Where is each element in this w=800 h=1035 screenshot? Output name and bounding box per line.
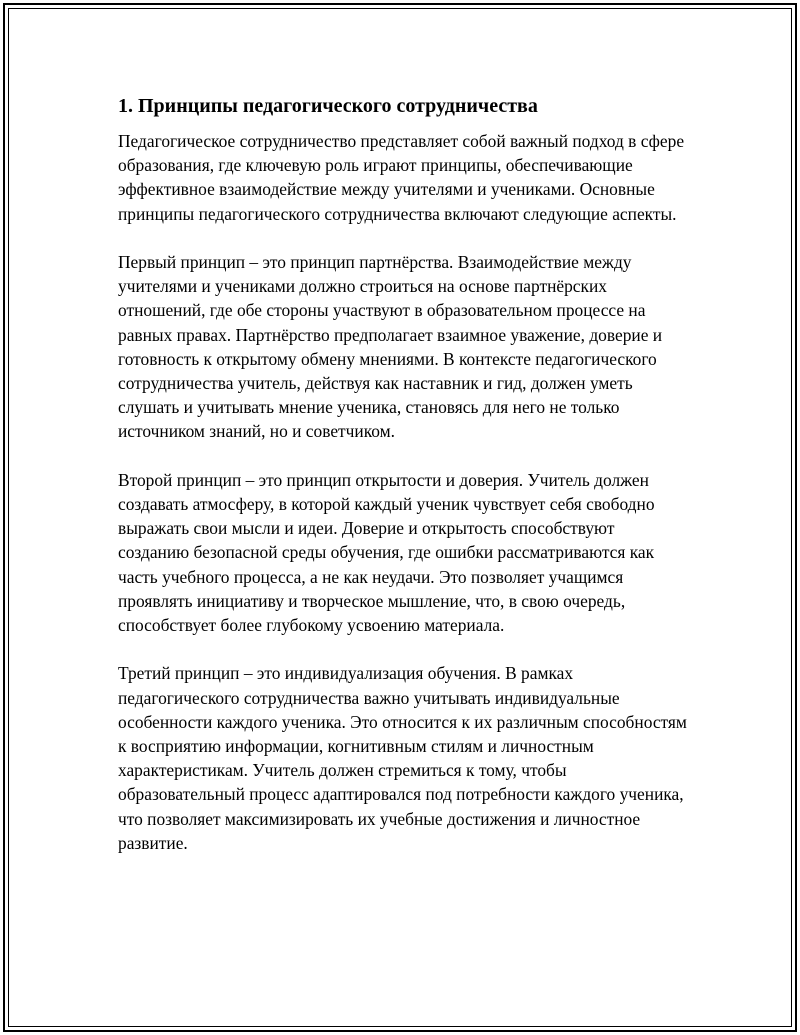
paragraph-intro: Педагогическое сотрудничество представляет собой важный подход в сфере образования, где ключевую роль играют принципы, обеспечивающие эффективное взаимодействие между учителями и учениками. Основные принципы педагогического сотрудничества включают следующие аспекты. (118, 131, 685, 224)
section-heading: 1. Принципы педагогического сотрудничества (118, 95, 538, 117)
paragraph-openness-trust: Второй принцип – это принцип открытости и доверия. Учитель должен создавать атмосферу, в которой каждый ученик чувствует себя свободно выражать свои мысли и идеи. Доверие и открытость способствуют созданию безопасной среды обучения, где ошибки рассматриваются как часть учебного процесса, а не как неудачи. Это позволяет учащимся проявлять инициативу и творческое мышление, что, в свою очередь, способствует более глубокому усвоению материала. (118, 469, 655, 636)
document-body (118, 93, 688, 879)
paragraph-individualization: Третий принцип – это индивидуализация обучения. В рамках педагогического сотрудничества важно учитывать индивидуальные особенности каждого ученика. Это относится к их различным способностям к восприятию информации, когнитивным стилям и личностным характеристикам. Учитель должен стремиться к тому, чтобы образовательный процесс адаптировался под потребности каждого ученика, что позволяет максимизировать их учебные достижения и личностное развитие. (118, 663, 687, 853)
paragraph-partnership: Первый принцип – это принцип партнёрства. Взаимодействие между учителями и учениками должно строиться на основе партнёрских отношений, где обе стороны участвуют в образовательном процессе на равных правах. Партнёрство предполагает взаимное уважение, доверие и готовность к открытому обмену мнениями. В контексте педагогического сотрудничества учитель, действуя как наставник и гид, должен уметь слушать и учитывать мнение ученика, становясь для него не только источником знаний, но и советчиком. (118, 252, 663, 442)
